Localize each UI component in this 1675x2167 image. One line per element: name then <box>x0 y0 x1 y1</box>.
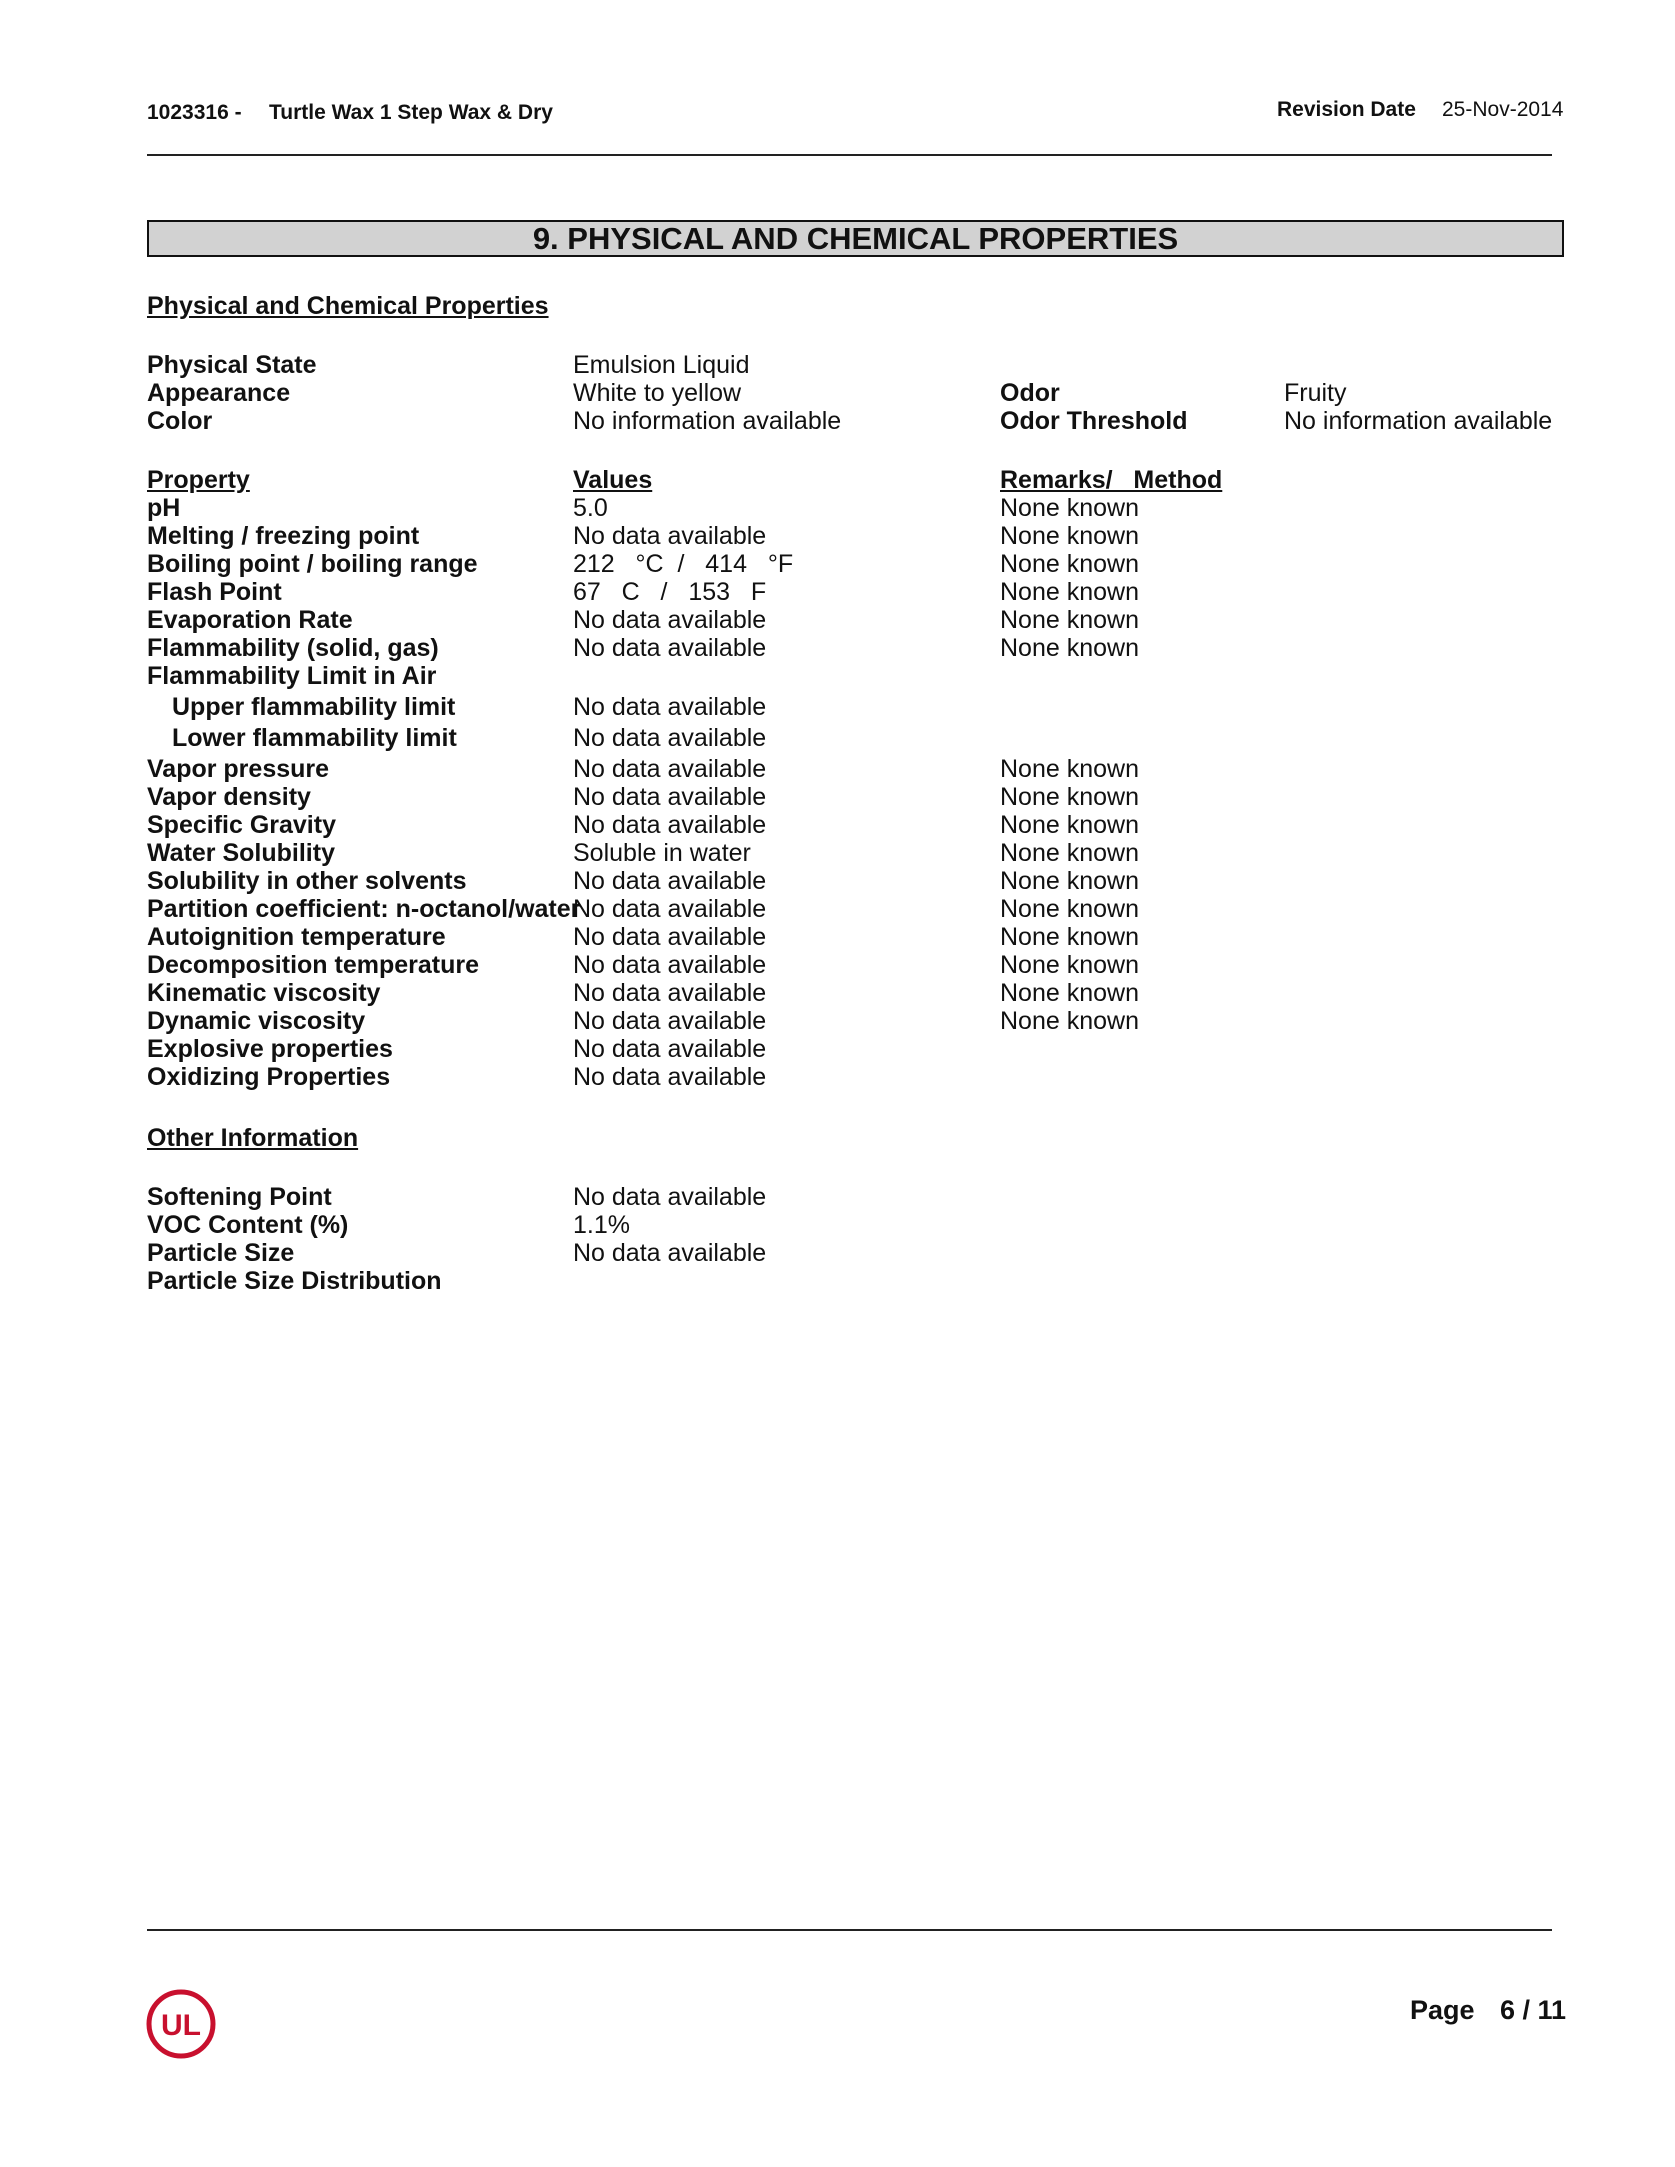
table-row-label: Melting / freezing point <box>147 522 420 550</box>
table-row-remark: None known <box>1000 923 1139 951</box>
table-row-label: Boiling point / boiling range <box>147 550 478 578</box>
list-item-value: 1.1% <box>573 1211 630 1239</box>
physical-state-label: Physical State <box>147 351 317 379</box>
ul-logo-text: UL <box>161 2009 201 2042</box>
table-row-label: Lower flammability limit <box>172 724 457 752</box>
table-row-value: No data available <box>573 951 767 979</box>
revision-date-label: Revision Date <box>1277 98 1416 121</box>
table-row-label: pH <box>147 494 181 522</box>
table-row-label: Solubility in other solvents <box>147 867 467 895</box>
table-row-label: Autoignition temperature <box>147 923 446 951</box>
list-item-label: Particle Size <box>147 1239 295 1267</box>
table-row-value: No data available <box>573 979 767 1007</box>
color-label: Color <box>147 407 213 435</box>
table-row-label: Flammability Limit in Air <box>147 662 437 690</box>
table-row-remark: None known <box>1000 550 1139 578</box>
table-row-value: No data available <box>573 783 767 811</box>
table-row-value: No data available <box>573 895 767 923</box>
property-header: Property <box>147 466 250 494</box>
table-row-value: No data available <box>573 867 767 895</box>
footer-rule <box>147 1929 1552 1931</box>
table-row-value: No data available <box>573 606 767 634</box>
table-row-remark: None known <box>1000 839 1139 867</box>
ul-logo-icon <box>145 1988 217 2060</box>
table-row-label: Upper flammability limit <box>172 693 456 721</box>
table-row-label: Dynamic viscosity <box>147 1007 366 1035</box>
table-row-label: Water Solubility <box>147 839 335 867</box>
appearance-label: Appearance <box>147 379 291 407</box>
table-row-remark: None known <box>1000 951 1139 979</box>
table-row-remark: None known <box>1000 494 1139 522</box>
list-item-label: VOC Content (%) <box>147 1211 349 1239</box>
page-label: Page <box>1410 1995 1475 2025</box>
table-row-label: Vapor density <box>147 783 311 811</box>
list-item-value: No data available <box>573 1183 767 1211</box>
list-item-label: Softening Point <box>147 1183 332 1211</box>
table-row-label: Specific Gravity <box>147 811 336 839</box>
list-item-value: No data available <box>573 1239 767 1267</box>
table-row-value: No data available <box>573 923 767 951</box>
table-row-value: 5.0 <box>573 494 608 522</box>
table-row-value: No data available <box>573 811 767 839</box>
table-row-label: Kinematic viscosity <box>147 979 381 1007</box>
odor-threshold-value: No information available <box>1284 407 1553 435</box>
table-row-value: 67 C / 153 F <box>573 578 767 606</box>
section-banner <box>147 220 1564 257</box>
product-name: Turtle Wax 1 Step Wax & Dry <box>269 101 553 124</box>
remarks-header: Remarks/ Method <box>1000 466 1223 494</box>
table-row-label: Oxidizing Properties <box>147 1063 391 1091</box>
physical-state-value: Emulsion Liquid <box>573 351 750 379</box>
table-row-remark: None known <box>1000 755 1139 783</box>
odor-threshold-label: Odor Threshold <box>1000 407 1188 435</box>
appearance-value: White to yellow <box>573 379 742 407</box>
table-row-value: No data available <box>573 522 767 550</box>
table-row-remark: None known <box>1000 895 1139 923</box>
revision-date: 25-Nov-2014 <box>1442 98 1564 121</box>
table-row-value: No data available <box>573 755 767 783</box>
table-row-value: No data available <box>573 693 767 721</box>
table-row-remark: None known <box>1000 606 1139 634</box>
table-row-remark: None known <box>1000 578 1139 606</box>
values-header: Values <box>573 466 653 494</box>
list-item-label: Particle Size Distribution <box>147 1267 442 1295</box>
table-row-remark: None known <box>1000 867 1139 895</box>
table-row-value: No data available <box>573 1063 767 1091</box>
table-row-remark: None known <box>1000 783 1139 811</box>
table-row-label: Evaporation Rate <box>147 606 353 634</box>
table-row-value: 212 °C / 414 °F <box>573 550 794 578</box>
header-rule <box>147 154 1552 156</box>
table-row-remark: None known <box>1000 811 1139 839</box>
document-id: 1023316 - <box>147 101 242 124</box>
table-row-remark: None known <box>1000 979 1139 1007</box>
table-row-remark: None known <box>1000 634 1139 662</box>
color-value: No information available <box>573 407 842 435</box>
table-row-label: Vapor pressure <box>147 755 330 783</box>
table-row-remark: None known <box>1000 1007 1139 1035</box>
table-row-value: No data available <box>573 634 767 662</box>
table-row-label: Decomposition temperature <box>147 951 480 979</box>
table-row-label: Flammability (solid, gas) <box>147 634 439 662</box>
table-row-value: Soluble in water <box>573 839 751 867</box>
table-row-label: Explosive properties <box>147 1035 393 1063</box>
subsection-title: Physical and Chemical Properties <box>147 292 549 320</box>
table-row-value: No data available <box>573 724 767 752</box>
table-row-label: Flash Point <box>147 578 282 606</box>
section-title: 9. PHYSICAL AND CHEMICAL PROPERTIES <box>532 220 1179 256</box>
table-row-value: No data available <box>573 1035 767 1063</box>
odor-label: Odor <box>1000 379 1060 407</box>
odor-value: Fruity <box>1284 379 1347 407</box>
page-number: 6 / 11 <box>1500 1995 1567 2025</box>
table-row-label: Partition coefficient: n-octanol/water <box>147 895 581 923</box>
table-row-remark: None known <box>1000 522 1139 550</box>
other-info-title: Other Information <box>147 1124 359 1152</box>
table-row-value: No data available <box>573 1007 767 1035</box>
